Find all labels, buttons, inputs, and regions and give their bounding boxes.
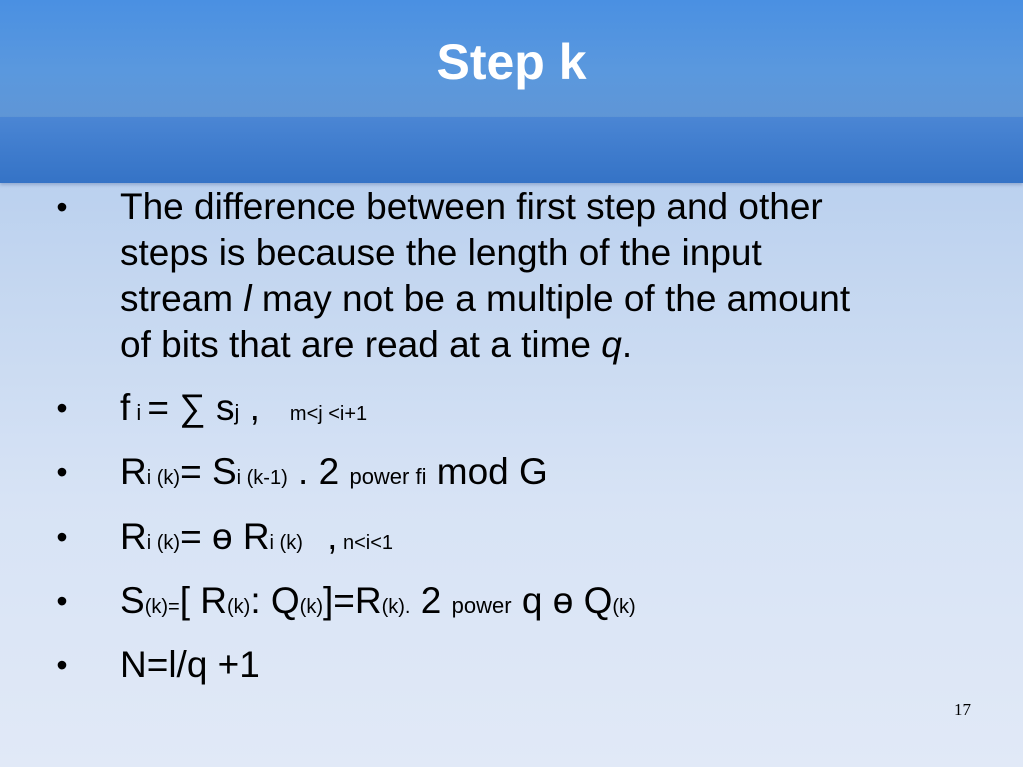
text-run: f: [120, 387, 131, 428]
text-run: power fi: [349, 464, 427, 489]
subscript: (k): [226, 596, 251, 618]
formula-r: [120, 449, 950, 501]
subscript: (k).: [381, 596, 411, 618]
subscript: i (k): [269, 532, 303, 554]
bullet-marker: •: [56, 647, 68, 683]
formula-f: [120, 385, 950, 437]
subscript: (k): [299, 596, 323, 618]
text-run: [: [179, 580, 201, 621]
text-run: ]=: [322, 580, 355, 621]
text-run: Q: [270, 580, 300, 621]
text-run: R: [120, 516, 147, 557]
text-run: stream: [120, 278, 244, 319]
bullet-line: The difference between first step and other: [120, 186, 823, 227]
subscript: (k)=: [144, 596, 180, 618]
subscript: i (k-1): [236, 467, 288, 489]
text-run: =: [180, 451, 212, 492]
bullet-marker: •: [56, 454, 68, 490]
subscript: i (k): [146, 532, 181, 554]
variable-l: l: [243, 278, 252, 319]
text-run: R: [120, 451, 147, 492]
bullet-marker: •: [56, 189, 68, 225]
text-run: 2: [410, 580, 452, 621]
subscript: i: [130, 400, 148, 425]
bullet-line: [120, 276, 950, 322]
bullet-line: [120, 322, 950, 368]
range-condition: m<j <i+1: [289, 403, 368, 425]
text-run: R: [354, 580, 382, 621]
text-run: S: [120, 580, 145, 621]
text-run: R: [200, 580, 227, 621]
text-run: mod G: [426, 451, 548, 492]
bullet-marker: •: [56, 583, 68, 619]
bullet-text-1: [120, 184, 950, 368]
slide-title: Step k: [436, 34, 587, 90]
bullet-marker: •: [56, 390, 68, 426]
text-run: .: [621, 324, 633, 365]
range-condition: n<i<1: [337, 532, 394, 554]
text-run: ,: [316, 516, 338, 557]
subscript: (k): [612, 596, 636, 618]
text-run: s: [215, 387, 235, 428]
text-run: = ɵ: [180, 516, 243, 557]
text-run: may not be a multiple of the amount: [251, 278, 851, 319]
bullet-line: steps is because the length of the input: [120, 232, 762, 273]
text-run: of bits that are read at a time: [120, 324, 602, 365]
text-run: power: [451, 593, 512, 618]
page-number: 17: [954, 700, 971, 719]
formula-n: N=l/q +1: [120, 644, 260, 685]
variable-q: q: [601, 324, 622, 365]
subscript: i (k): [146, 467, 181, 489]
text-run: = ∑: [147, 387, 216, 428]
text-run: S: [211, 451, 237, 492]
formula-s: [120, 578, 950, 630]
title-band: [0, 117, 1023, 183]
bullet-marker: •: [56, 519, 68, 555]
text-run: ,: [239, 387, 260, 428]
formula-r-xor: [120, 514, 950, 566]
subscript: j: [234, 400, 240, 425]
text-run: R: [242, 516, 270, 557]
text-run: :: [250, 580, 271, 621]
text-run: . 2: [287, 451, 350, 492]
text-run: Q: [583, 580, 613, 621]
text-run: q ɵ: [511, 580, 584, 621]
